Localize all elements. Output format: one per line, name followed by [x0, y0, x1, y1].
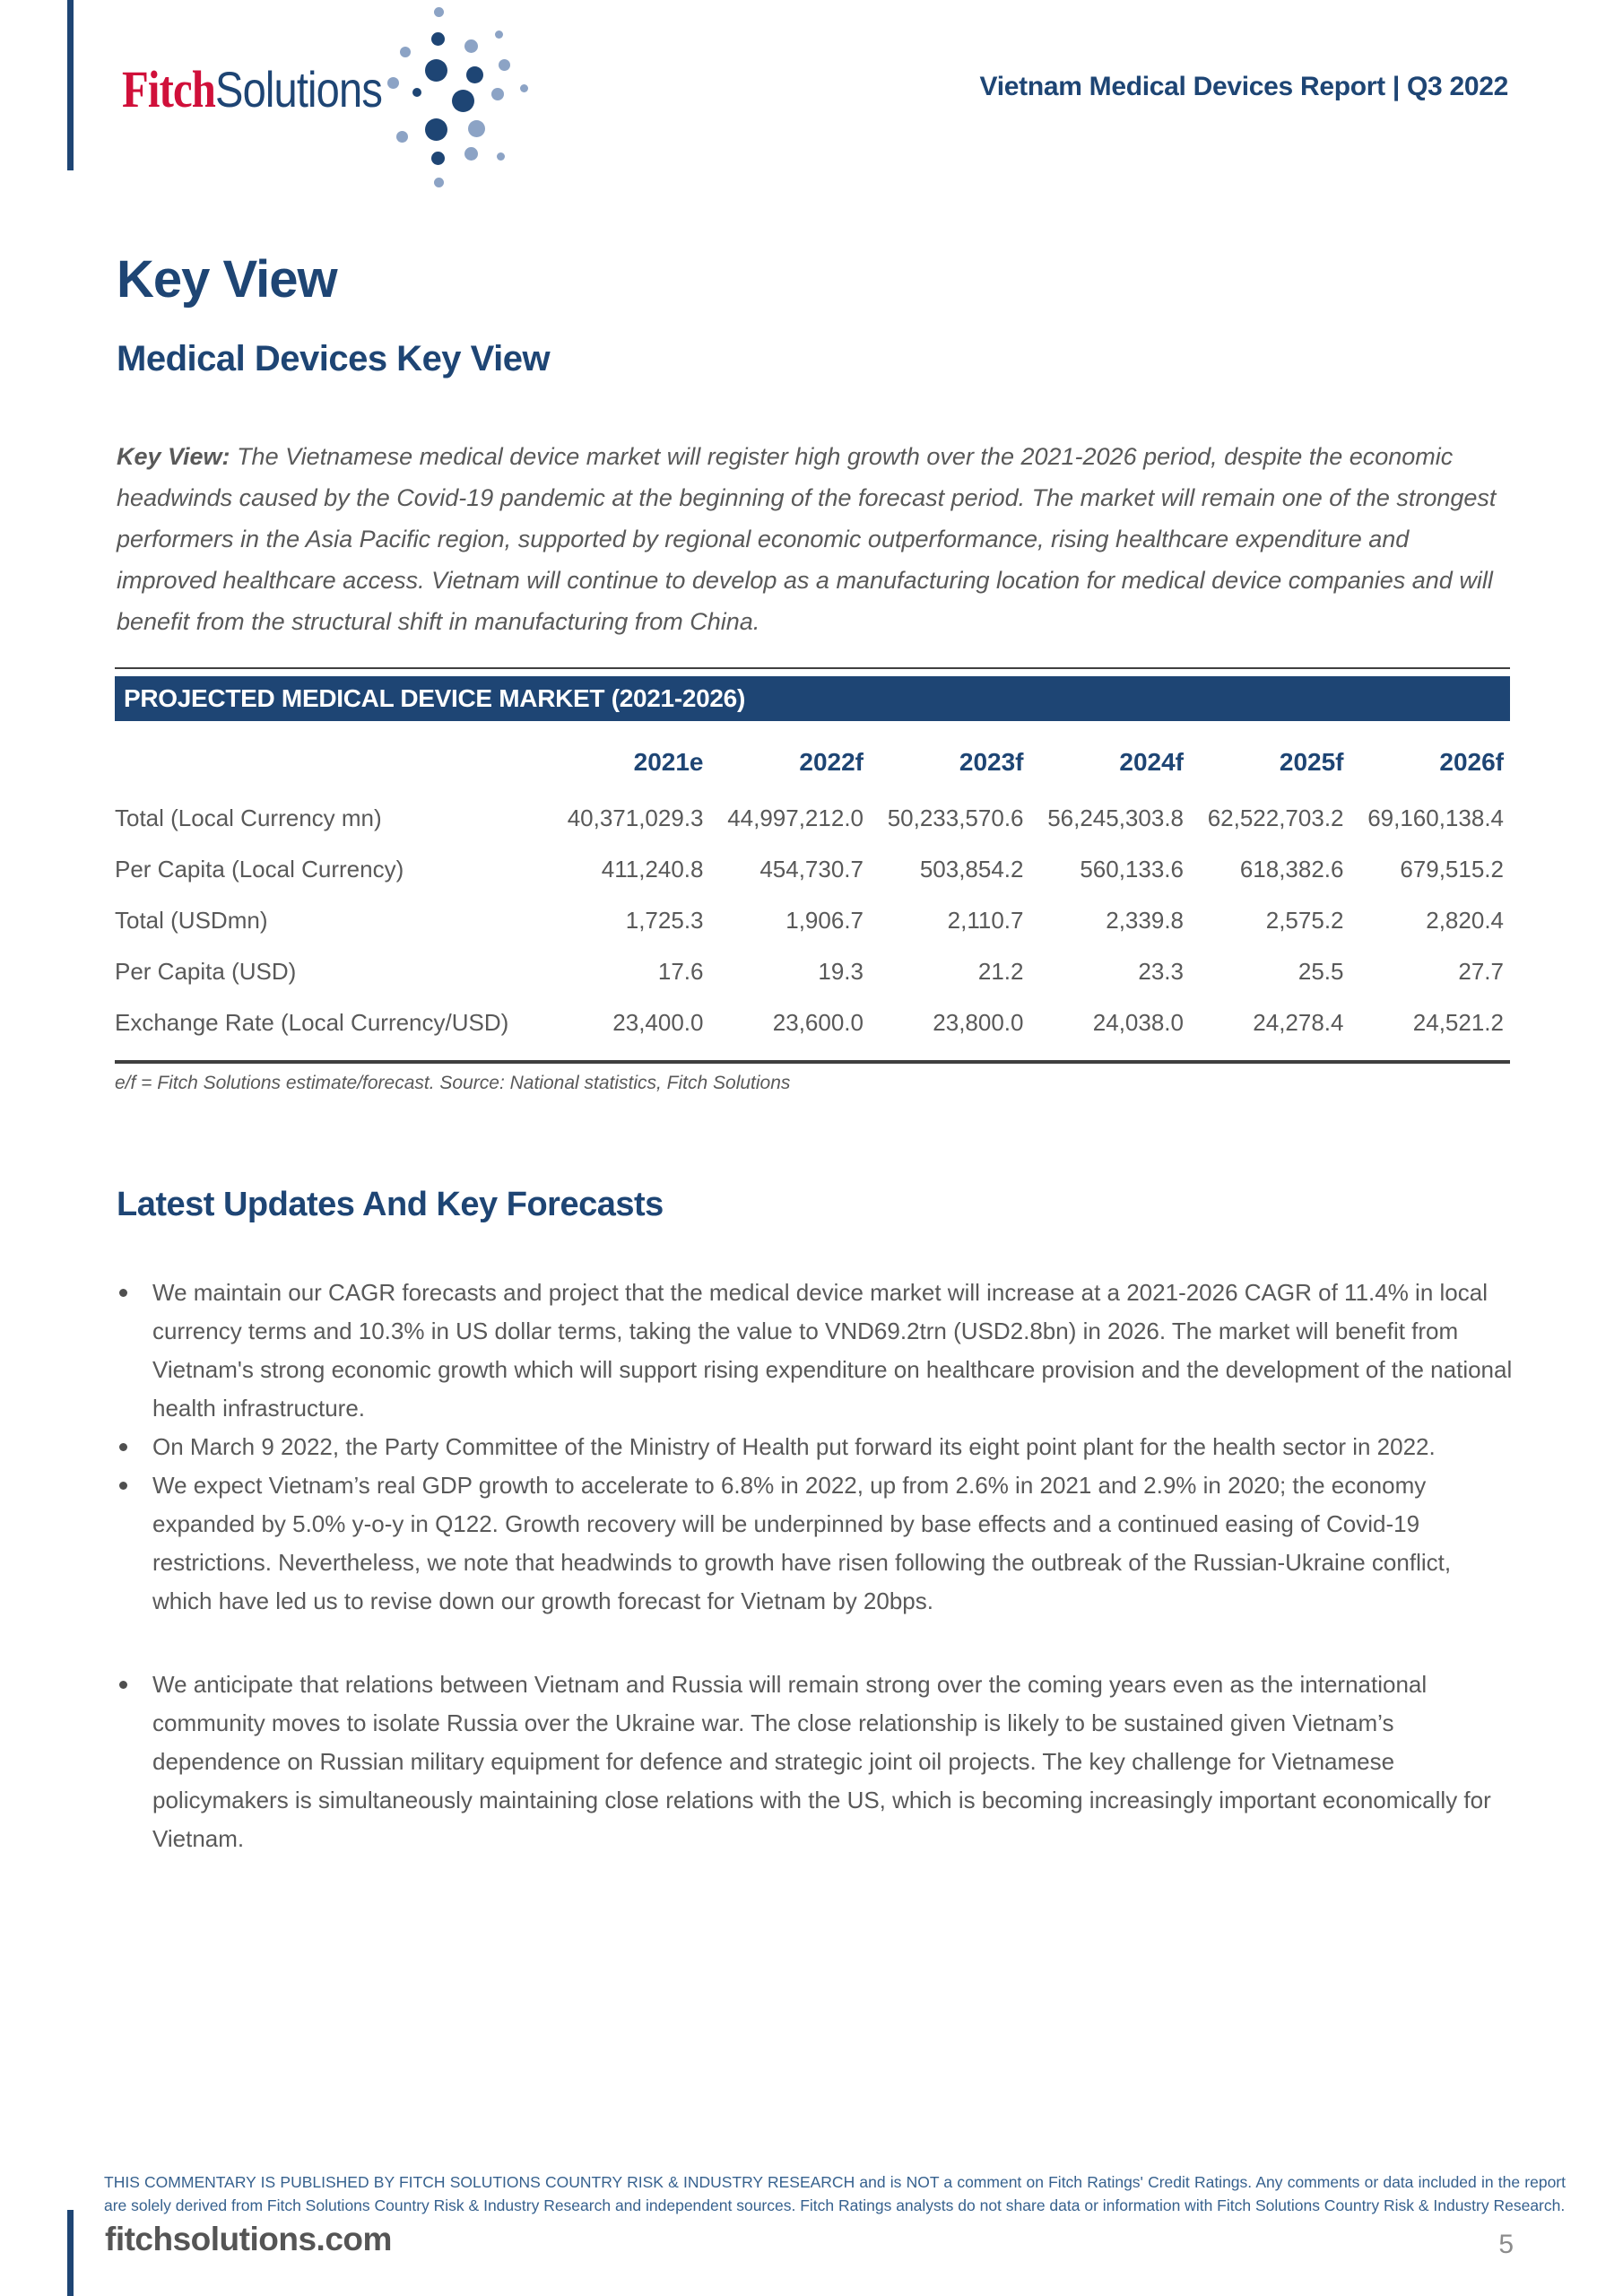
key-view-text: The Vietnamese medical device market will register high growth over the 2021-2026 period, despite the economic headwinds caused by the Covid-19 pandemic at the beginning of the forecast period. The market will remain one of the strongest performers in the Asia Pacific region, supported by regional economic outperformance, rising healthcare expenditure and improved healthcare access. Vietnam will continue to develop as a manufacturing location for medical device companies and will benefit from the structural shift in manufacturing from China.: [117, 443, 1497, 635]
cell: 2,110.7: [947, 907, 1024, 934]
footer-wordmark: fitchsolutions.com: [105, 2221, 392, 2257]
cell: 27.7: [1458, 958, 1504, 985]
cell: 23,400.0: [612, 1009, 704, 1036]
cell: 25.5: [1298, 958, 1344, 985]
table-row: [115, 844, 1510, 895]
cell: 2,575.2: [1265, 907, 1344, 934]
table-title-bar: [115, 676, 1510, 721]
table-row: [115, 946, 1510, 997]
column-header-2026f: 2026f: [1439, 748, 1504, 776]
footer-disclaimer: THIS COMMENTARY IS PUBLISHED BY FITCH SOLUTIONS COUNTRY RISK & INDUSTRY RESEARCH and is NOT a comment on Fitch Ratings' Credit Ratings. Any comments or data included in the report are solely derived from Fitch Solutions Country Risk & Industry Research and independent sources. Fitch Ratings analysts do not share data or information with Fitch Solutions Country Risk & Industry Research.: [104, 2173, 1566, 2214]
cell: 618,382.6: [1239, 856, 1344, 883]
bullet-item: We maintain our CAGR forecasts and project that the medical device market will increase at a 2021-2026 CAGR of 11.4% in local currency terms and 10.3% in US dollar terms, taking the value to VND69.2trn (USD2.8bn) in 2026. The market will benefit from Vietnam's strong economic growth which will support rising expenditure on healthcare provision and the development of the national health infrastructure.: [117, 1274, 1515, 1428]
bullet-item: We expect Vietnam’s real GDP growth to accelerate to 6.8% in 2022, up from 2.6% in 2021 and 2.9% in 2020; the economy expanded by 5.0% y-o-y in Q122. Growth recovery will be underpinned by base effects and a continued easing of Covid-19 restrictions. Nevertheless, we note that headwinds to growth have risen following the outbreak of the Russian-Ukraine conflict, which have led us to revise down our growth forecast for Vietnam by 20bps.: [117, 1466, 1515, 1621]
cell: 19.3: [818, 958, 864, 985]
bullet-list: [117, 1274, 1515, 1858]
column-header-2023f: 2023f: [959, 748, 1024, 776]
row-label: Per Capita (Local Currency): [115, 856, 404, 883]
row-label: Per Capita (USD): [115, 958, 297, 985]
logo-fitch-text: Fitch: [122, 60, 216, 118]
cell: 21.2: [977, 958, 1024, 985]
projected-market-table: [115, 667, 1510, 1094]
table-top-rule: [115, 667, 1510, 669]
column-header-2025f: 2025f: [1279, 748, 1344, 776]
key-view-label: Key View:: [117, 443, 230, 470]
logo-solutions-text: Solutions: [215, 61, 382, 117]
report-title: Vietnam Medical Devices Report | Q3 2022: [979, 72, 1508, 101]
cell: 24,278.4: [1253, 1009, 1344, 1036]
column-header-2024f: 2024f: [1119, 748, 1184, 776]
cell: 17.6: [657, 958, 704, 985]
bullet-item: We anticipate that relations between Vietnam and Russia will remain strong over the coming years even as the international community moves to isolate Russia over the Ukraine war. The close relationship is likely to be sustained given Vietnam’s dependence on Russian military equipment for defence and strategic joint oil projects. The key challenge for Vietnamese policymakers is simultaneously maintaining close relations with the US, which is becoming increasingly important economically for Vietnam.: [117, 1665, 1515, 1858]
cell: 62,522,703.2: [1207, 804, 1344, 831]
cell: 44,997,212.0: [727, 804, 864, 831]
cell: 24,038.0: [1092, 1009, 1184, 1036]
cell: 56,245,303.8: [1047, 804, 1184, 831]
bullet-item: On March 9 2022, the Party Committee of the Ministry of Health put forward its eight point plant for the health sector in 2022.: [117, 1428, 1515, 1466]
row-label: Total (USDmn): [115, 907, 268, 934]
footer-accent-bar: [67, 2210, 74, 2296]
column-header-blank: [115, 744, 550, 780]
logo-starburst-icon: [384, 5, 536, 185]
cell: 679,515.2: [1400, 856, 1504, 883]
column-header-row: [115, 744, 1510, 780]
cell: 560,133.6: [1080, 856, 1184, 883]
table-row: [115, 895, 1510, 946]
cell: 1,906.7: [785, 907, 864, 934]
page-number: 5: [1498, 2230, 1514, 2259]
row-label: Total (Local Currency mn): [115, 804, 382, 831]
cell: 2,820.4: [1426, 907, 1504, 934]
section-subtitle: Medical Devices Key View: [117, 339, 551, 378]
table-bottom-rule: [115, 1060, 1510, 1064]
table-row: [115, 997, 1510, 1048]
cell: 2,339.8: [1106, 907, 1184, 934]
cell: 69,160,138.4: [1367, 804, 1504, 831]
cell: 50,233,570.6: [887, 804, 1024, 831]
column-header-2022f: 2022f: [799, 748, 864, 776]
top-accent-bar: [67, 0, 74, 170]
key-view-paragraph: [117, 436, 1510, 642]
table-footnote: e/f = Fitch Solutions estimate/forecast. Source: National statistics, Fitch Solutions: [115, 1073, 791, 1093]
cell: 411,240.8: [601, 856, 704, 883]
cell: 40,371,029.3: [567, 804, 704, 831]
updates-title: Latest Updates And Key Forecasts: [117, 1186, 664, 1223]
cell: 1,725.3: [625, 907, 704, 934]
column-header-2021e: 2021e: [633, 748, 704, 776]
cell: 454,730.7: [759, 856, 864, 883]
cell: 23.3: [1138, 958, 1184, 985]
cell: 24,521.2: [1412, 1009, 1504, 1036]
table-row: [115, 793, 1510, 844]
table-body: [115, 793, 1510, 1048]
page-title: Key View: [117, 250, 337, 309]
row-label: Exchange Rate (Local Currency/USD): [115, 1009, 509, 1036]
cell: 23,800.0: [933, 1009, 1024, 1036]
cell: 503,854.2: [919, 856, 1024, 883]
table-title: PROJECTED MEDICAL DEVICE MARKET (2021-2026): [124, 684, 745, 712]
fitch-solutions-logo: [122, 59, 382, 119]
cell: 23,600.0: [772, 1009, 864, 1036]
